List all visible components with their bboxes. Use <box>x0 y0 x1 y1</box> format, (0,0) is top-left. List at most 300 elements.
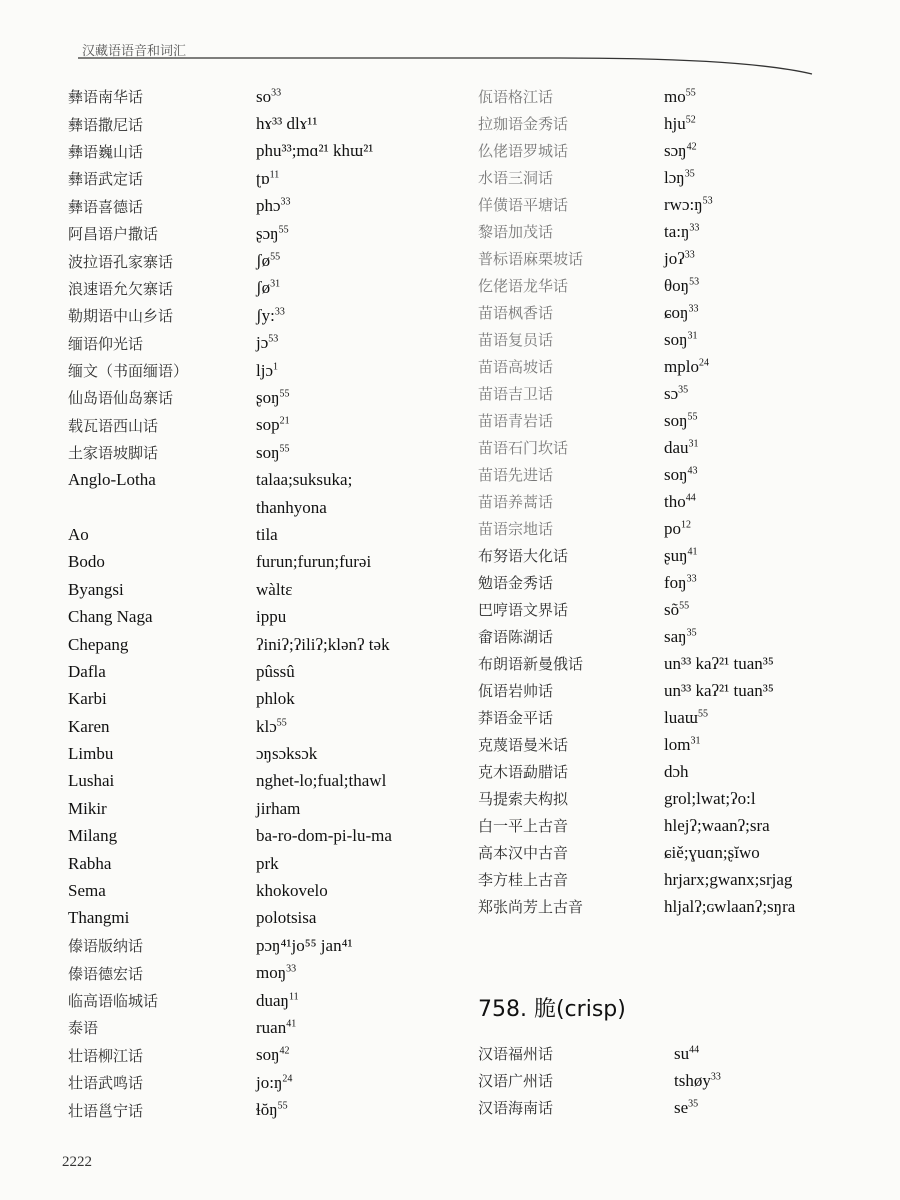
entry-row <box>478 110 878 137</box>
section-entry-list <box>478 1040 878 1121</box>
form-text: sop <box>256 415 280 435</box>
language-name: Rabha <box>68 853 112 873</box>
entry-row <box>60 1096 440 1123</box>
form-text: ʂoŋ <box>256 387 280 407</box>
entry-row <box>60 686 440 713</box>
word-form <box>256 306 285 326</box>
language-name: 苗语宗地话 <box>478 520 554 538</box>
word-form <box>256 607 286 627</box>
form-text: phlok <box>256 689 295 709</box>
entry-row <box>60 603 440 630</box>
language-name: 泰语 <box>68 1019 99 1038</box>
form-text: thanhyona <box>256 497 327 517</box>
word-form <box>256 689 295 709</box>
word-form <box>256 771 386 791</box>
word-form <box>664 600 689 620</box>
entry-row <box>60 877 440 904</box>
form-text: rwɔ:ŋ <box>664 194 703 214</box>
word-form <box>256 196 291 216</box>
tone-mark: 42 <box>279 1045 290 1057</box>
entry-row <box>60 330 440 357</box>
language-name: 彝语巍山话 <box>68 142 144 161</box>
entry-row <box>60 768 440 795</box>
entry-row <box>478 326 878 353</box>
tone-mark: 41 <box>687 545 698 557</box>
tone-mark: 1 <box>273 360 278 372</box>
word-form <box>256 717 287 737</box>
form-text: pɔŋ⁴¹jo⁵⁵ jan⁴¹ <box>256 935 353 955</box>
language-name: 布朗语新曼俄话 <box>478 655 584 673</box>
form-text: ʃy: <box>256 305 275 325</box>
language-name: Chang Naga <box>68 607 153 627</box>
language-name: 高本汉中古音 <box>478 844 569 862</box>
section-heading: 758. 脆(crisp) <box>478 997 626 1022</box>
entry-row <box>60 1042 440 1069</box>
form-text: duaŋ <box>256 990 289 1010</box>
form-text: ɬŏŋ <box>256 1100 278 1120</box>
form-text: wàltɛ <box>256 579 293 599</box>
language-name: Ao <box>68 524 89 544</box>
language-name: 彝语喜德话 <box>68 197 144 216</box>
tone-mark: 31 <box>687 329 698 341</box>
entry-row <box>60 960 440 987</box>
form-text: hɤ³³ dlɤ¹¹ <box>256 114 318 134</box>
entry-row <box>60 1069 440 1096</box>
form-text: hrjarx;gwanx;srjag <box>664 869 793 889</box>
tone-mark: 55 <box>279 388 290 400</box>
word-form <box>664 735 700 755</box>
form-text: talaa;suksuka; <box>256 470 353 490</box>
word-form <box>664 789 756 809</box>
form-text: soŋ <box>256 442 280 462</box>
language-name: 汉语广州话 <box>478 1072 554 1090</box>
form-text: soŋ <box>664 410 688 430</box>
tone-mark: 55 <box>277 1100 288 1112</box>
form-text: soŋ <box>256 1045 280 1065</box>
word-form <box>664 654 774 674</box>
language-name: Thangmi <box>68 908 130 928</box>
tone-mark: 33 <box>271 87 282 99</box>
form-text: jirham <box>256 798 301 818</box>
form-text: tshøy <box>674 1070 711 1090</box>
form-text: po <box>664 518 681 538</box>
word-form <box>256 662 295 682</box>
tone-mark: 53 <box>268 333 279 345</box>
word-form <box>256 169 279 189</box>
language-name: Byangsi <box>68 579 124 599</box>
language-name: 仙岛语仙岛寨话 <box>68 389 174 408</box>
tone-mark: 33 <box>710 1070 721 1082</box>
tone-mark: 55 <box>698 707 708 719</box>
word-form <box>256 744 317 764</box>
word-form <box>664 357 709 377</box>
form-text: ʔiniʔ;ʔiliʔ;klənʔ tək <box>256 634 390 654</box>
word-form <box>674 1071 721 1091</box>
word-form <box>664 897 795 917</box>
language-name: 壮语柳江话 <box>68 1046 144 1065</box>
form-text: phu³³;mɑ²¹ khɯ²¹ <box>256 141 374 161</box>
entry-row <box>478 1067 878 1094</box>
entry-row <box>60 823 440 850</box>
language-name: Mikir <box>68 798 107 818</box>
form-text: polotsisa <box>256 908 317 928</box>
word-form <box>664 303 698 323</box>
word-form <box>664 411 698 431</box>
language-name: 傣语德宏话 <box>68 964 144 983</box>
word-form <box>256 635 390 655</box>
language-name: 阿昌语户撒话 <box>68 225 159 244</box>
form-text: prk <box>256 853 279 873</box>
word-form <box>256 114 317 134</box>
word-form <box>256 525 278 545</box>
word-form <box>256 963 296 983</box>
entry-row <box>60 987 440 1014</box>
form-text: moŋ <box>256 963 287 983</box>
tone-mark: 35 <box>678 383 689 395</box>
entry-row <box>60 576 440 603</box>
entry-row <box>478 866 878 893</box>
language-name: 勉语金秀话 <box>478 574 554 592</box>
form-text: klɔ <box>256 716 277 736</box>
language-name: 缅文（书面缅语） <box>68 362 189 381</box>
word-form <box>256 1100 288 1120</box>
form-text: ʃø <box>256 278 271 298</box>
form-text: khokovelo <box>256 881 328 901</box>
tone-mark: 21 <box>279 415 290 427</box>
language-name: Chepang <box>68 634 129 654</box>
tone-mark: 33 <box>684 248 695 260</box>
form-text: saŋ <box>664 626 687 646</box>
word-form <box>664 573 697 593</box>
form-text: so <box>256 86 272 106</box>
language-name: 彝语武定话 <box>68 170 144 189</box>
language-name: 拉珈语金秀话 <box>478 115 569 133</box>
language-name: 傣语版纳话 <box>68 937 144 956</box>
entry-row <box>478 83 878 110</box>
word-form <box>674 1098 698 1118</box>
language-name: Lushai <box>68 771 115 791</box>
entry-row <box>60 1014 440 1041</box>
tone-mark: 55 <box>687 410 698 422</box>
language-name: Anglo-Lotha <box>68 470 156 490</box>
form-text: soŋ <box>664 464 688 484</box>
language-name: 苗语吉卫话 <box>478 385 554 403</box>
word-form <box>256 388 290 408</box>
language-name: 莽语金平话 <box>478 709 554 727</box>
language-name: Dafla <box>68 661 106 681</box>
language-name: 克蔑语曼米话 <box>478 736 569 754</box>
tone-mark: 55 <box>278 223 289 235</box>
language-name: 勒期语中山乡话 <box>68 307 174 326</box>
word-form <box>664 87 696 107</box>
language-name: 壮语邕宁话 <box>68 1101 144 1120</box>
left-column <box>60 83 440 1124</box>
language-name: 水语三洞话 <box>478 169 554 187</box>
word-form <box>674 1044 699 1064</box>
entry-row <box>478 1040 878 1067</box>
entry-row <box>478 704 878 731</box>
word-form <box>256 936 353 956</box>
entry-row <box>478 785 878 812</box>
entry-row <box>478 650 878 677</box>
entry-row <box>478 758 878 785</box>
word-form <box>256 881 328 901</box>
word-form <box>664 708 708 728</box>
entry-row <box>60 466 440 493</box>
entry-row <box>60 521 440 548</box>
language-name: 克木语勐腊话 <box>478 763 569 781</box>
language-name: 土家语坡脚话 <box>68 444 159 463</box>
word-form <box>664 222 699 242</box>
entry-row <box>478 191 878 218</box>
entry-row <box>60 247 440 274</box>
entry-row <box>60 220 440 247</box>
form-text: ɕiě;ɣuɑn;ʂĭwo <box>664 842 760 862</box>
language-name: 苗语高坡话 <box>478 358 554 376</box>
word-form <box>256 1045 290 1065</box>
entry-row <box>478 893 878 920</box>
form-text: tho <box>664 491 686 511</box>
tone-mark: 33 <box>280 196 291 208</box>
word-form <box>256 1018 296 1038</box>
form-text: phɔ <box>256 196 281 216</box>
entry-row <box>478 434 878 461</box>
entry-row <box>478 623 878 650</box>
form-text: pûssû <box>256 661 295 681</box>
entry-row <box>60 549 440 576</box>
form-text: dau <box>664 437 689 457</box>
word-form <box>256 1073 292 1093</box>
language-name: 彝语撒尼话 <box>68 115 144 134</box>
language-name: 李方桂上古音 <box>478 871 569 889</box>
entry-row <box>478 542 878 569</box>
language-name: 巴哼语文界话 <box>478 601 569 619</box>
form-text: furun;furun;furəi <box>256 552 372 572</box>
language-name: 普标语麻栗坡话 <box>478 250 584 268</box>
language-name: Bodo <box>68 552 105 572</box>
form-text: hju <box>664 113 686 133</box>
language-name: Sema <box>68 881 106 901</box>
word-form <box>664 276 699 296</box>
entry-row <box>60 850 440 877</box>
word-form <box>256 854 279 874</box>
form-text: ljɔ <box>256 360 273 380</box>
word-form <box>664 141 697 161</box>
language-name: 缅语仰光话 <box>68 334 144 353</box>
entry-row <box>60 357 440 384</box>
language-name: 黎语加茂话 <box>478 223 554 241</box>
language-name: 仫佬语罗城话 <box>478 142 569 160</box>
entry-row <box>478 353 878 380</box>
language-name: 壮语武鸣话 <box>68 1074 144 1093</box>
entry-row <box>60 658 440 685</box>
word-form <box>664 546 698 566</box>
tone-mark: 43 <box>687 464 698 476</box>
tone-mark: 12 <box>681 518 691 530</box>
tone-mark: 31 <box>690 734 701 746</box>
tone-mark: 35 <box>688 1097 699 1109</box>
form-text: se <box>674 1097 689 1117</box>
word-form <box>664 492 696 512</box>
form-text: ʃø <box>256 251 271 271</box>
entry-row <box>478 677 878 704</box>
tone-mark: 35 <box>684 167 695 179</box>
word-form <box>664 843 760 863</box>
form-text: grol;lwat;ʔo:l <box>664 788 756 808</box>
entry-row <box>478 731 878 758</box>
word-form <box>256 552 371 572</box>
entry-row <box>478 272 878 299</box>
form-text: ɔŋsɔksɔk <box>256 744 318 764</box>
tone-mark: 11 <box>288 990 299 1002</box>
tone-mark: 53 <box>689 275 700 287</box>
form-text: tila <box>256 524 278 544</box>
entry-row <box>60 165 440 192</box>
form-text: ʂɔŋ <box>256 223 279 243</box>
word-form <box>664 384 688 404</box>
entry-row <box>60 795 440 822</box>
form-text: su <box>674 1043 690 1063</box>
form-text: sõ <box>664 599 680 619</box>
language-name: 仡佬语龙华话 <box>478 277 569 295</box>
form-text: lom <box>664 734 691 754</box>
form-text: un³³ kaʔ²¹ tuan³⁵ <box>664 680 774 700</box>
form-text: ippu <box>256 607 287 627</box>
entry-row <box>478 407 878 434</box>
word-form <box>256 991 299 1011</box>
entry-row <box>478 1094 878 1121</box>
form-text: joʔ <box>664 248 685 268</box>
word-form <box>256 251 280 271</box>
word-form <box>256 333 278 353</box>
entry-row <box>60 412 440 439</box>
form-text: sɔŋ <box>664 140 687 160</box>
tone-mark: 41 <box>286 1018 297 1030</box>
entry-row <box>60 110 440 137</box>
running-title: 汉藏语语音和词汇 <box>82 44 187 59</box>
entry-row <box>60 713 440 740</box>
word-form <box>256 141 373 161</box>
language-name: 畲语陈湖话 <box>478 628 554 646</box>
word-form <box>664 438 699 458</box>
language-name: 佤语岩帅话 <box>478 682 554 700</box>
entry-row <box>478 218 878 245</box>
language-name: 载瓦语西山话 <box>68 416 159 435</box>
tone-mark: 44 <box>689 1043 700 1055</box>
language-name: 郑张尚芳上古音 <box>478 898 584 916</box>
form-text: hljalʔ;ɢwlaanʔ;sŋra <box>664 896 796 916</box>
language-name: 汉语海南话 <box>478 1099 554 1117</box>
word-form <box>664 195 713 215</box>
language-name: 苗语养蒿话 <box>478 493 554 511</box>
word-form <box>664 762 689 782</box>
word-form <box>256 826 392 846</box>
language-name: Milang <box>68 826 118 846</box>
tone-mark: 33 <box>689 221 700 233</box>
word-form <box>256 908 316 928</box>
word-form <box>256 361 278 381</box>
language-name: 临高语临城话 <box>68 992 159 1011</box>
entry-row <box>60 905 440 932</box>
word-form <box>664 114 696 134</box>
tone-mark: 52 <box>685 113 696 125</box>
entry-row <box>60 275 440 302</box>
language-name: 苗语石门坎话 <box>478 439 569 457</box>
word-form <box>256 799 300 819</box>
entry-row <box>60 384 440 411</box>
language-name: 白一平上古音 <box>478 817 569 835</box>
tone-mark: 33 <box>688 302 699 314</box>
word-form <box>664 627 697 647</box>
form-text: dɔh <box>664 761 689 781</box>
page-number: 2222 <box>62 1154 92 1170</box>
language-name: 波拉语孔家寨话 <box>68 252 174 271</box>
word-form <box>256 224 289 244</box>
entry-row <box>60 193 440 220</box>
tone-mark: 11 <box>269 169 280 181</box>
form-text: ta:ŋ <box>664 221 690 241</box>
word-form <box>256 498 327 518</box>
word-form <box>664 519 691 539</box>
tone-mark: 35 <box>686 626 697 638</box>
language-name: 布努语大化话 <box>478 547 569 565</box>
form-text: un³³ kaʔ²¹ tuan³⁵ <box>664 653 774 673</box>
word-form <box>256 278 280 298</box>
word-form <box>664 330 698 350</box>
entry-row <box>60 932 440 959</box>
language-name: 浪速语允欠寨话 <box>68 279 174 298</box>
word-form <box>664 816 770 836</box>
language-name: 佤语格江话 <box>478 88 554 106</box>
word-form <box>664 465 698 485</box>
tone-mark: 55 <box>270 251 281 263</box>
form-text: ʈɒ <box>256 168 270 188</box>
entry-row <box>60 631 440 658</box>
word-form <box>664 681 774 701</box>
entry-row <box>478 812 878 839</box>
entry-row <box>478 461 878 488</box>
entry-row <box>60 740 440 767</box>
entry-row <box>478 137 878 164</box>
language-name: Limbu <box>68 744 114 764</box>
form-text: nghet-lo;fual;thawl <box>256 771 387 791</box>
language-name: 苗语青岩话 <box>478 412 554 430</box>
form-text: lɔŋ <box>664 167 685 187</box>
entry-row <box>60 302 440 329</box>
tone-mark: 33 <box>686 572 697 584</box>
language-name: 苗语复员话 <box>478 331 554 349</box>
form-text: ɕoŋ <box>664 302 689 322</box>
word-form <box>664 870 792 890</box>
form-text: soŋ <box>664 329 688 349</box>
language-name: 汉语福州话 <box>478 1045 554 1063</box>
tone-mark: 33 <box>274 306 285 318</box>
form-text: hlejʔ;waanʔ;sra <box>664 815 770 835</box>
language-name: Karbi <box>68 689 107 709</box>
tone-mark: 24 <box>282 1073 293 1085</box>
entry-row <box>478 569 878 596</box>
tone-mark: 31 <box>270 278 281 290</box>
word-form <box>664 249 695 269</box>
entry-row <box>478 299 878 326</box>
entry-row <box>478 488 878 515</box>
tone-mark: 55 <box>279 443 290 455</box>
entry-row <box>478 380 878 407</box>
tone-mark: 44 <box>685 491 696 503</box>
entry-row <box>60 138 440 165</box>
form-text: sɔ <box>664 383 679 403</box>
form-text: luaɯ <box>664 707 698 727</box>
